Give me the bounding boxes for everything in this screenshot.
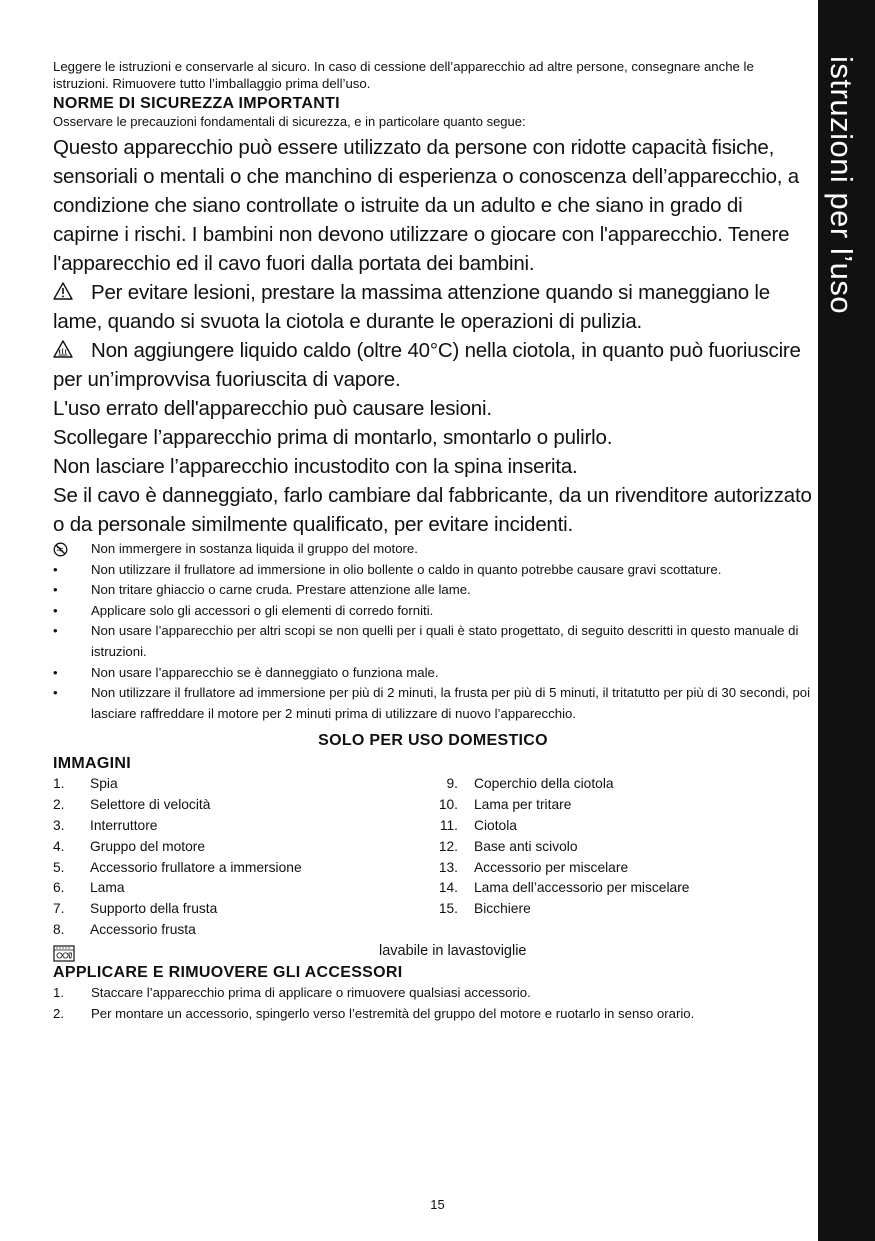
item-label: Accessorio per miscelare [474,859,629,875]
parts-list-right [425,774,805,920]
item-label: Interruttore [90,817,158,833]
item-number: 13. [438,859,458,875]
bullet-text: Non utilizzare il frullatore ad immersione in olio bollente o caldo in quanto potrebbe causare gravi scottature. [91,561,722,577]
list-item [53,899,423,920]
bullet-dot: • [53,582,58,598]
domestic-use-title: SOLO PER USO DOMESTICO [318,732,548,750]
item-number: 12. [438,838,458,854]
apply-heading: APPLICARE E RIMUOVERE GLI ACCESSORI [53,964,403,982]
images-heading: IMMAGINI [53,755,131,773]
safety-bullet-list [53,539,813,724]
bullet-dot: • [53,561,58,577]
item-number: 1. [53,985,64,1001]
list-item [53,837,423,858]
list-item [53,580,813,601]
safety-paragraph-1: Questo apparecchio può essere utilizzato da persone con ridotte capacità fisiche, sensoriali o mentali o che manchino di esperienza o conoscenza dell’apparecchio, a condizione che siano controllate o istruite da un adulto e che siano in grado di capirne i rischi. I bambini non devono utilizzare o giocare con l'apparecchio. Tenere l'apparecchio ed il cavo fuori dalla portata dei bambini. [53,136,799,275]
safety-warning-2-text: Non aggiungere liquido caldo (oltre 40°C) nella ciotola, in quanto può fuoriuscire per un’improvvisa fuoriuscita di vapore. [53,339,801,391]
list-item [53,621,813,662]
safety-unplug-line: Scollegare l’apparecchio prima di montarlo, smontarlo o pulirlo. [53,426,613,449]
item-number: 3. [53,817,65,833]
item-label: Accessorio frusta [90,921,196,937]
item-label: Base anti scivolo [474,838,578,854]
bullet-text: Applicare solo gli accessori o gli elementi di corredo forniti. [91,602,434,618]
item-label: Lama [90,880,125,896]
item-label: Lama per tritare [474,797,572,813]
item-label: Spia [90,776,118,792]
item-label: Selettore di velocità [90,797,211,813]
bullet-text: Non usare l’apparecchio per altri scopi se non quelli per i quali è stato progettato, di seguito descritti in questo manuale di istruzioni. [91,623,799,659]
safety-warning-1 [53,278,813,336]
bullet-text: Non immergere in sostanza liquida il gruppo del motore. [91,541,418,556]
item-label: Lama dell’accessorio per miscelare [474,880,690,896]
item-number: 10. [438,797,458,813]
item-label: Ciotola [474,817,517,833]
list-item [53,858,423,879]
safety-misuse-line: L'uso errato dell'apparecchio può causare lesioni. [53,397,492,420]
list-item [53,663,813,684]
bullet-dot: • [53,664,58,680]
dishwasher-row [53,942,813,963]
item-number: 2. [53,1005,64,1021]
dishwasher-label: lavabile in lavastoviglie [379,943,527,960]
list-item [425,878,805,899]
item-text: Per montare un accessorio, spingerlo verso l’estremità del gruppo del motore e ruotarlo in senso orario. [91,1005,695,1021]
safety-cable-line: Se il cavo è danneggiato, farlo cambiare dal fabbricante, da un rivenditore autorizzato o da personale similmente qualificato, per evitare incidenti. [53,484,812,536]
list-item [53,795,423,816]
parts-list-left [53,774,423,940]
list-item [53,920,423,941]
safety-unattended-line: Non lasciare l’apparecchio incustodito con la spina inserita. [53,455,578,478]
safety-heading: NORME DI SICUREZZA IMPORTANTI [53,95,340,112]
list-item [425,816,805,837]
item-number: 8. [53,921,65,937]
list-item [425,858,805,879]
item-number: 2. [53,797,65,813]
bullet-text: Non usare l’apparecchio se è danneggiato o funziona male. [91,664,439,680]
warning-triangle-icon [53,282,75,300]
item-number: 11. [439,817,458,833]
list-item [425,837,805,858]
bullet-dot: • [53,602,58,618]
item-number: 6. [53,880,65,896]
list-item [53,774,423,795]
parts-list [53,774,813,942]
list-item [425,774,805,795]
bullet-dot: • [53,685,58,701]
list-item [425,899,805,920]
item-label: Accessorio frullatore a immersione [90,859,302,875]
list-item [53,1004,813,1025]
hot-surface-warning-icon [53,340,75,358]
side-tab [818,0,875,1241]
item-text: Staccare l’apparecchio prima di applicare o rimuovere qualsiasi accessorio. [91,985,531,1001]
list-item [53,878,423,899]
item-number: 5. [53,859,65,875]
safety-large-text [53,133,813,539]
item-number: 14. [438,880,458,896]
bullet-dot: • [53,623,58,639]
item-number: 7. [53,901,65,917]
dishwasher-icon [53,945,75,966]
page-content [53,58,813,1024]
item-label: Supporto della frusta [90,901,218,917]
list-item [53,683,813,724]
bullet-text: Non utilizzare il frullatore ad immersione per più di 2 minuti, la frusta per più di 5 minuti, il tritatutto per più di 30 secondi, poi lasciare raffreddare il motore per 2 minuti prima di utilizzare di nuovo l’apparecchio. [91,685,811,721]
list-item [53,601,813,622]
item-number: 15. [438,901,458,917]
item-label: Gruppo del motore [90,838,206,854]
item-label: Coperchio della ciotola [474,776,614,792]
safety-subheading: Osservare le precauzioni fondamentali di sicurezza, e in particolare quanto segue: [53,114,526,129]
item-number: 9. [446,776,458,792]
list-item [425,795,805,816]
item-number: 4. [53,838,65,854]
list-item [53,560,813,581]
list-item [53,539,813,560]
page-number: 15 [430,1197,445,1212]
safety-warning-2 [53,336,813,394]
item-label: Bicchiere [474,901,531,917]
intro-text: Leggere le istruzioni e conservarle al sicuro. In caso di cessione dell’apparecchio ad altre persone, consegnare anche le istruzioni. Rimuovere tutto l’imballaggio prima dell’uso. [53,59,754,91]
bullet-text: Non tritare ghiaccio o carne cruda. Prestare attenzione alle lame. [91,582,471,598]
safety-warning-1-text: Per evitare lesioni, prestare la massima attenzione quando si maneggiano le lame, quando si svuota la ciotola e durante le operazioni di pulizia. [53,281,770,333]
list-item [53,816,423,837]
item-number: 1. [53,776,65,792]
list-item [53,983,813,1004]
side-tab-title: istruzioni per l’uso [824,56,859,315]
